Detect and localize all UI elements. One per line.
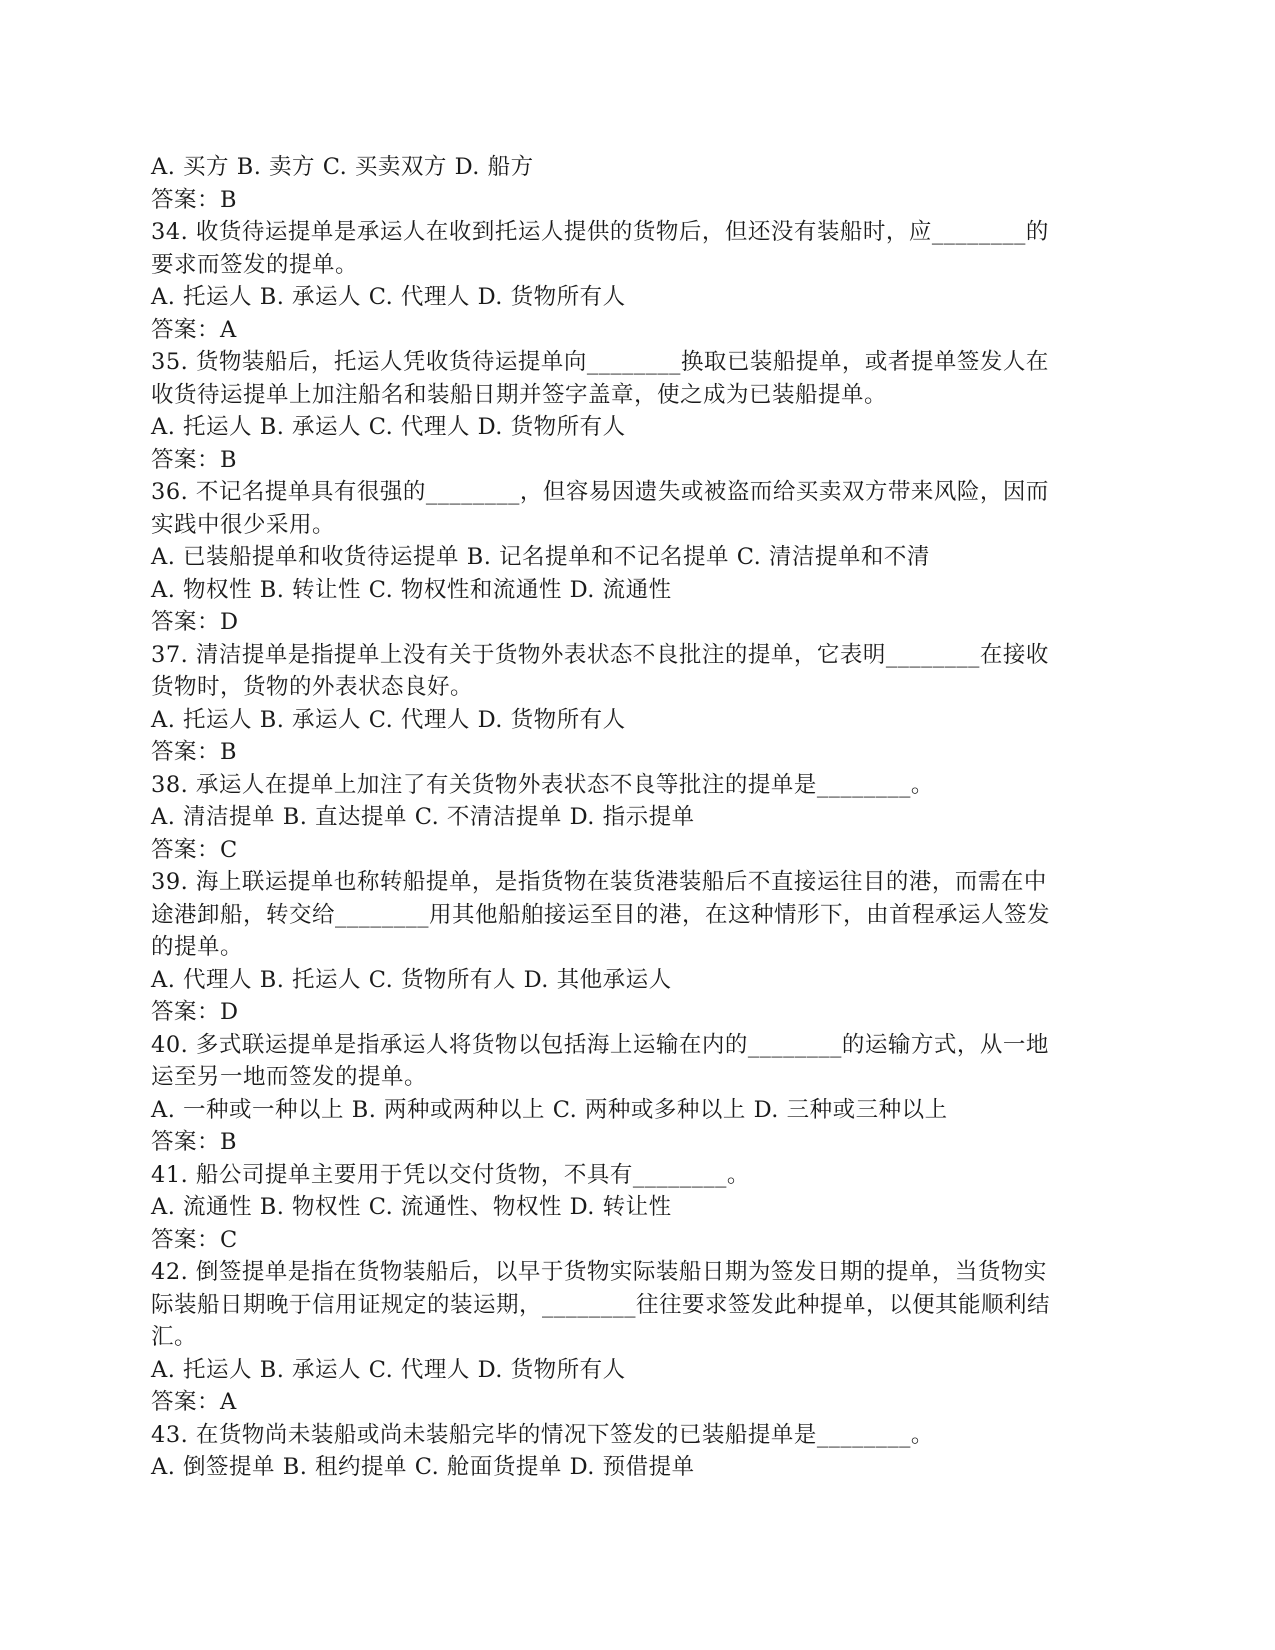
option-line: A. 托运人 B. 承运人 C. 代理人 D. 货物所有人 <box>151 284 626 310</box>
question-37-cont: 货物时，货物的外表状态良好。 <box>151 674 474 700</box>
question-38: 38. 承运人在提单上加注了有关货物外表状态不良等批注的提单是________。 <box>151 771 934 798</box>
answer-line: 答案：C <box>151 1226 238 1253</box>
question-39: 39. 海上联运提单也称转船提单，是指货物在装货港装船后不直接运往目的港，而需在中 <box>151 869 1047 895</box>
option-line: A. 代理人 B. 托运人 C. 货物所有人 D. 其他承运人 <box>151 966 672 993</box>
answer-line: 答案：C <box>151 836 238 863</box>
option-line: A. 托运人 B. 承运人 C. 代理人 D. 货物所有人 <box>151 1356 626 1383</box>
answer-line: 答案：A <box>151 316 237 343</box>
answer-line: 答案：B <box>151 1129 238 1155</box>
question-40-cont: 运至另一地而签发的提单。 <box>151 1064 428 1090</box>
answer-line: 答案：B <box>151 739 238 765</box>
option-line: A. 已装船提单和收货待运提单 B. 记名提单和不记名提单 C. 清洁提单和不清 <box>151 544 930 570</box>
question-36-cont: 实践中很少采用。 <box>151 511 336 538</box>
question-39-cont: 的提单。 <box>151 934 244 960</box>
question-41: 41. 船公司提单主要用于凭以交付货物，不具有________。 <box>151 1161 750 1188</box>
answer-line: 答案：B <box>151 186 238 213</box>
question-43: 43. 在货物尚未装船或尚未装船完毕的情况下签发的已装船提单是________。 <box>151 1421 934 1448</box>
question-37: 37. 清洁提单是指提单上没有关于货物外表状态不良批注的提单，它表明________在接收 <box>151 641 1049 668</box>
answer-line: 答案：B <box>151 446 238 473</box>
question-42-cont: 汇。 <box>151 1324 198 1350</box>
option-line: A. 一种或一种以上 B. 两种或两种以上 C. 两种或多种以上 D. 三种或三种以上 <box>151 1096 948 1123</box>
question-42: 42. 倒签提单是指在货物装船后，以早于货物实际装船日期为签发日期的提单，当货物实 <box>151 1259 1047 1285</box>
option-line: A. 托运人 B. 承运人 C. 代理人 D. 货物所有人 <box>151 706 626 733</box>
option-line: A. 流通性 B. 物权性 C. 流通性、物权性 D. 转让性 <box>151 1194 672 1220</box>
question-42-cont: 际装船日期晚于信用证规定的装运期，________往往要求签发此种提单，以便其能顺利结 <box>151 1291 1051 1318</box>
document-body <box>151 151 1131 1484</box>
question-40: 40. 多式联运提单是指承运人将货物以包括海上运输在内的________的运输方式，从一地 <box>151 1031 1049 1058</box>
question-35-cont: 收货待运提单上加注船名和装船日期并签字盖章，使之成为已装船提单。 <box>151 381 888 408</box>
question-36: 36. 不记名提单具有很强的________，但容易因遗失或被盗而给买卖双方带来风险，因而 <box>151 479 1049 505</box>
option-line: A. 清洁提单 B. 直达提单 C. 不清洁提单 D. 指示提单 <box>151 804 695 830</box>
question-34-cont: 要求而签发的提单。 <box>151 251 359 278</box>
question-34: 34. 收货待运提单是承运人在收到托运人提供的货物后，但还没有装船时，应________的 <box>151 219 1049 245</box>
option-line: A. 买方 B. 卖方 C. 买卖双方 D. 船方 <box>151 154 534 180</box>
option-line: A. 物权性 B. 转让性 C. 物权性和流通性 D. 流通性 <box>151 576 672 603</box>
answer-line: 答案：D <box>151 609 239 635</box>
question-35: 35. 货物装船后，托运人凭收货待运提单向________换取已装船提单，或者提单签发人在 <box>151 349 1049 375</box>
answer-line: 答案：A <box>151 1389 237 1415</box>
option-line: A. 倒签提单 B. 租约提单 C. 舱面货提单 D. 预借提单 <box>151 1454 695 1480</box>
answer-line: 答案：D <box>151 999 239 1025</box>
option-line: A. 托运人 B. 承运人 C. 代理人 D. 货物所有人 <box>151 414 626 440</box>
question-39-cont: 途港卸船，转交给________用其他船舶接运至目的港，在这种情形下，由首程承运人签发 <box>151 901 1051 928</box>
